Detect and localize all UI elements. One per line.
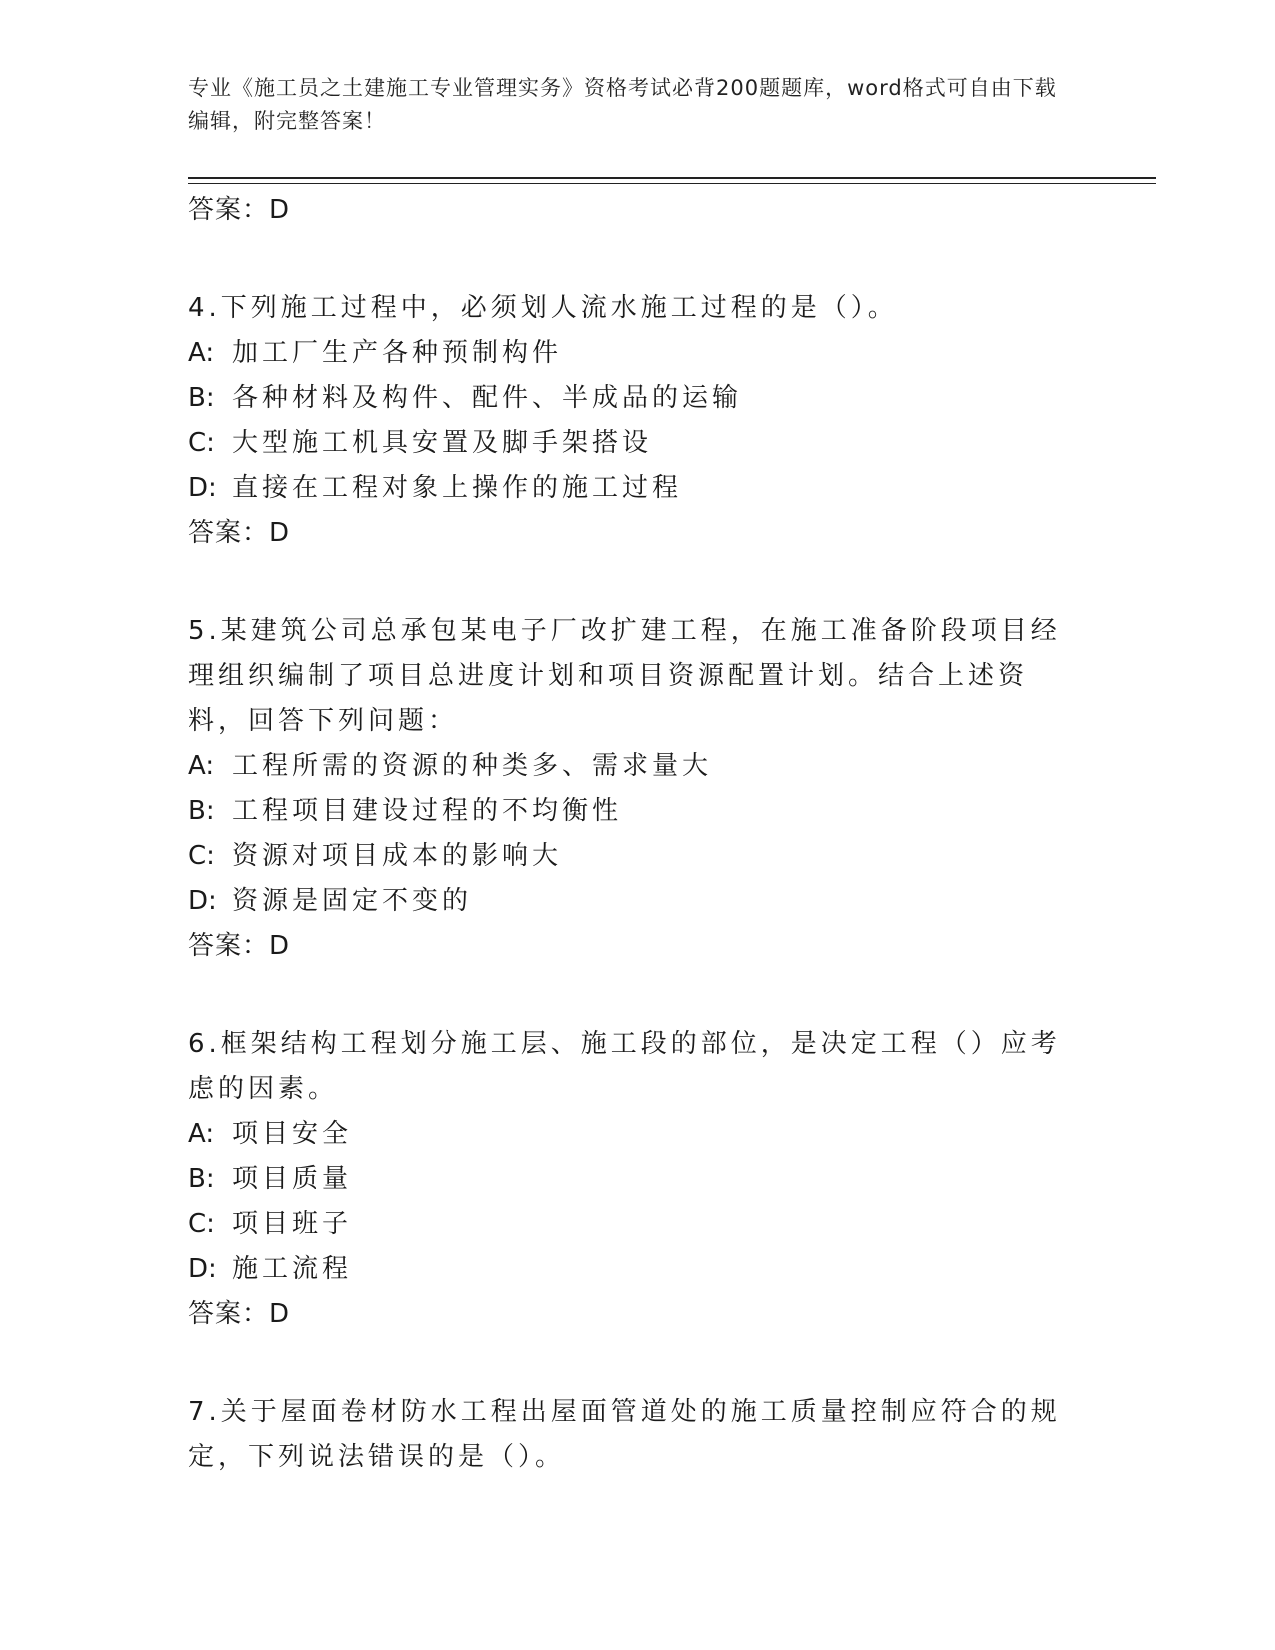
question-4-option-c [188, 421, 1068, 466]
option-key: D: [188, 473, 217, 503]
question-4-option-b [188, 376, 1068, 421]
header-divider [188, 177, 1156, 184]
question-4-stem: 4.下列施工过程中，必须划人流水施工过程的是（）。 [188, 293, 898, 323]
question-5 [188, 609, 1068, 964]
option-text: 工程所需的资源的种类多、需求量大 [232, 751, 713, 781]
option-key: A: [188, 1119, 215, 1149]
option-text: 直接在工程对象上操作的施工过程 [232, 473, 683, 503]
question-5-option-b [188, 789, 1068, 834]
option-text: 项目安全 [232, 1119, 353, 1149]
question-6 [188, 1022, 1068, 1332]
option-key: C: [188, 1209, 215, 1239]
option-text: 工程项目建设过程的不均衡性 [232, 796, 623, 826]
option-text: 资源是固定不变的 [232, 886, 473, 916]
answer-q3: 答案：D [188, 195, 291, 225]
answer-q4: 答案：D [188, 518, 291, 548]
question-5-option-d [188, 879, 1068, 924]
question-4-option-a [188, 331, 1068, 376]
option-text: 大型施工机具安置及脚手架搭设 [232, 428, 653, 458]
option-key: C: [188, 841, 215, 871]
question-5-stem: 5.某建筑公司总承包某电子厂改扩建工程，在施工准备阶段项目经理组织编制了项目总进度计划和项目资源配置计划。结合上述资料，回答下列问题： [188, 616, 1061, 736]
question-5-option-c [188, 834, 1068, 879]
question-7 [188, 1390, 1068, 1480]
option-key: A: [188, 338, 215, 368]
option-key: C: [188, 428, 215, 458]
option-key: B: [188, 1164, 215, 1194]
option-text: 项目班子 [232, 1209, 353, 1239]
option-text: 资源对项目成本的影响大 [232, 841, 563, 871]
option-key: A: [188, 751, 215, 781]
question-5-option-a [188, 744, 1068, 789]
question-6-option-c [188, 1202, 1068, 1247]
document-body [188, 188, 1068, 1480]
question-7-stem: 7.关于屋面卷材防水工程出屋面管道处的施工质量控制应符合的规定，下列说法错误的是（）。 [188, 1397, 1061, 1472]
option-key: B: [188, 796, 215, 826]
question-4 [188, 286, 1068, 551]
option-text: 项目质量 [232, 1164, 353, 1194]
answer-q6: 答案：D [188, 1299, 291, 1329]
option-text: 各种材料及构件、配件、半成品的运输 [232, 383, 743, 413]
option-key: D: [188, 886, 217, 916]
option-key: D: [188, 1254, 217, 1284]
question-6-option-a [188, 1112, 1068, 1157]
option-text: 加工厂生产各种预制构件 [232, 338, 563, 368]
page-header: 专业《施工员之土建施工专业管理实务》资格考试必背200题题库，word格式可自由下载编辑，附完整答案！ [188, 76, 1057, 133]
question-6-stem: 6.框架结构工程划分施工层、施工段的部位，是决定工程（）应考虑的因素。 [188, 1029, 1061, 1104]
question-6-option-d [188, 1247, 1068, 1292]
answer-q5: 答案：D [188, 931, 291, 961]
option-key: B: [188, 383, 215, 413]
question-6-option-b [188, 1157, 1068, 1202]
question-4-option-d [188, 466, 1068, 511]
option-text: 施工流程 [232, 1254, 353, 1284]
